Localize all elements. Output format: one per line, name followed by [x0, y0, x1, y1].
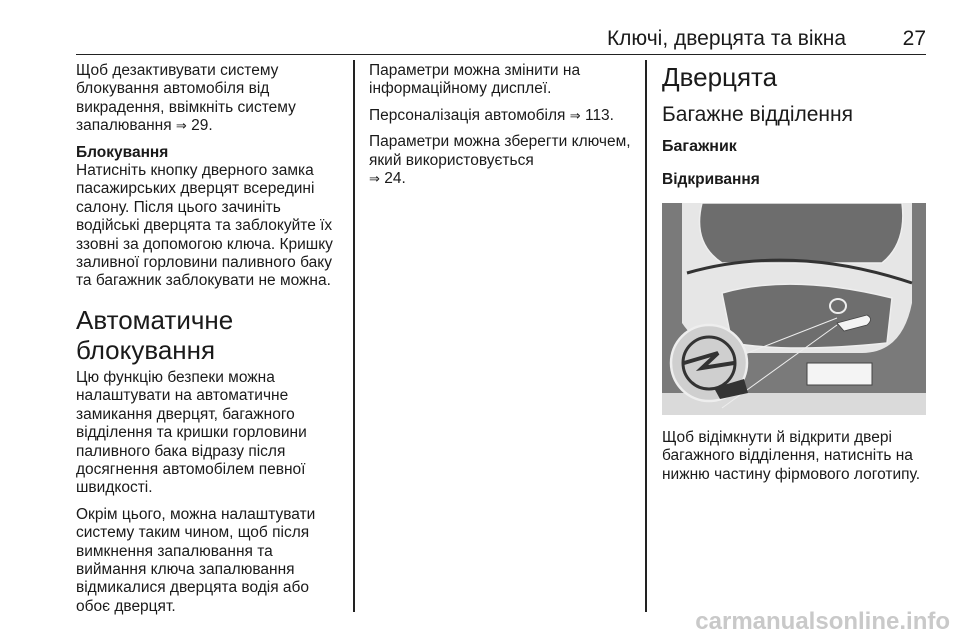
page-reference-link[interactable]: 29.: [191, 117, 213, 135]
column-divider: [353, 60, 355, 612]
reference-arrow-icon: ⇒: [369, 171, 380, 187]
column-divider: [645, 60, 647, 612]
section-subtitle: Блокування: [76, 143, 169, 161]
page-header: [76, 26, 926, 55]
caption: Щоб відімкнути й відкрити двері багажного відділення, натисніть на нижню частину фірмового логотипу.: [662, 429, 920, 483]
column-left: [76, 62, 342, 624]
paragraph: Щоб дезактивувати систему блокування автомобіля від викрадення, ввімкніть систему запалювання ⇒ 29.: [76, 62, 296, 135]
watermark: carmanualsonline.info: [695, 608, 950, 635]
paragraph: Параметри можна зберегти ключем, який використовується ⇒ 24.: [369, 133, 631, 188]
page-reference-link[interactable]: 113.: [584, 106, 614, 124]
paragraph: Персоналізація автомобіля ⇒ 113.: [369, 106, 614, 124]
paragraph: Натисніть кнопку дверного замка пасажирських дверцят всередині салону. Після цього зачиніть водійські дверцята та заблокуйте їх ззовні за допомогою ключа. Кришку заливної горловини паливного баку та багажник заблокувати не можна.: [76, 162, 333, 290]
column-middle: [369, 62, 637, 196]
column-right: [662, 62, 928, 492]
page-reference-link[interactable]: 24.: [384, 170, 406, 188]
section-heading: Багажне відділення: [662, 103, 853, 126]
chapter-heading: Дверцята: [662, 62, 778, 92]
page-title: Ключі, дверцята та вікна: [606, 27, 846, 50]
paragraph: Окрім цього, можна налаштувати систему таким чином, щоб після вимкнення запалювання та виймання ключа запалювання відмикалися дверцята водія або обоє дверцят.: [76, 505, 316, 615]
subsection-subheading: Відкривання: [662, 171, 760, 188]
page-number: 27: [902, 27, 926, 50]
paragraph: Цю функцію безпеки можна налаштувати на автоматичне замикання дверцят, багажного відділення та кришки горловини паливного бака відразу після досягнення автомобілем певної швидкості.: [76, 368, 307, 497]
reference-arrow-icon: ⇒: [175, 118, 187, 134]
section-heading: Автоматичне блокування: [76, 304, 234, 365]
subsection-heading: Багажник: [662, 138, 737, 155]
paragraph: Параметри можна змінити на інформаційному дисплеї.: [369, 62, 581, 98]
tailgate-illustration: [662, 203, 926, 415]
reference-arrow-icon: ⇒: [569, 107, 581, 123]
